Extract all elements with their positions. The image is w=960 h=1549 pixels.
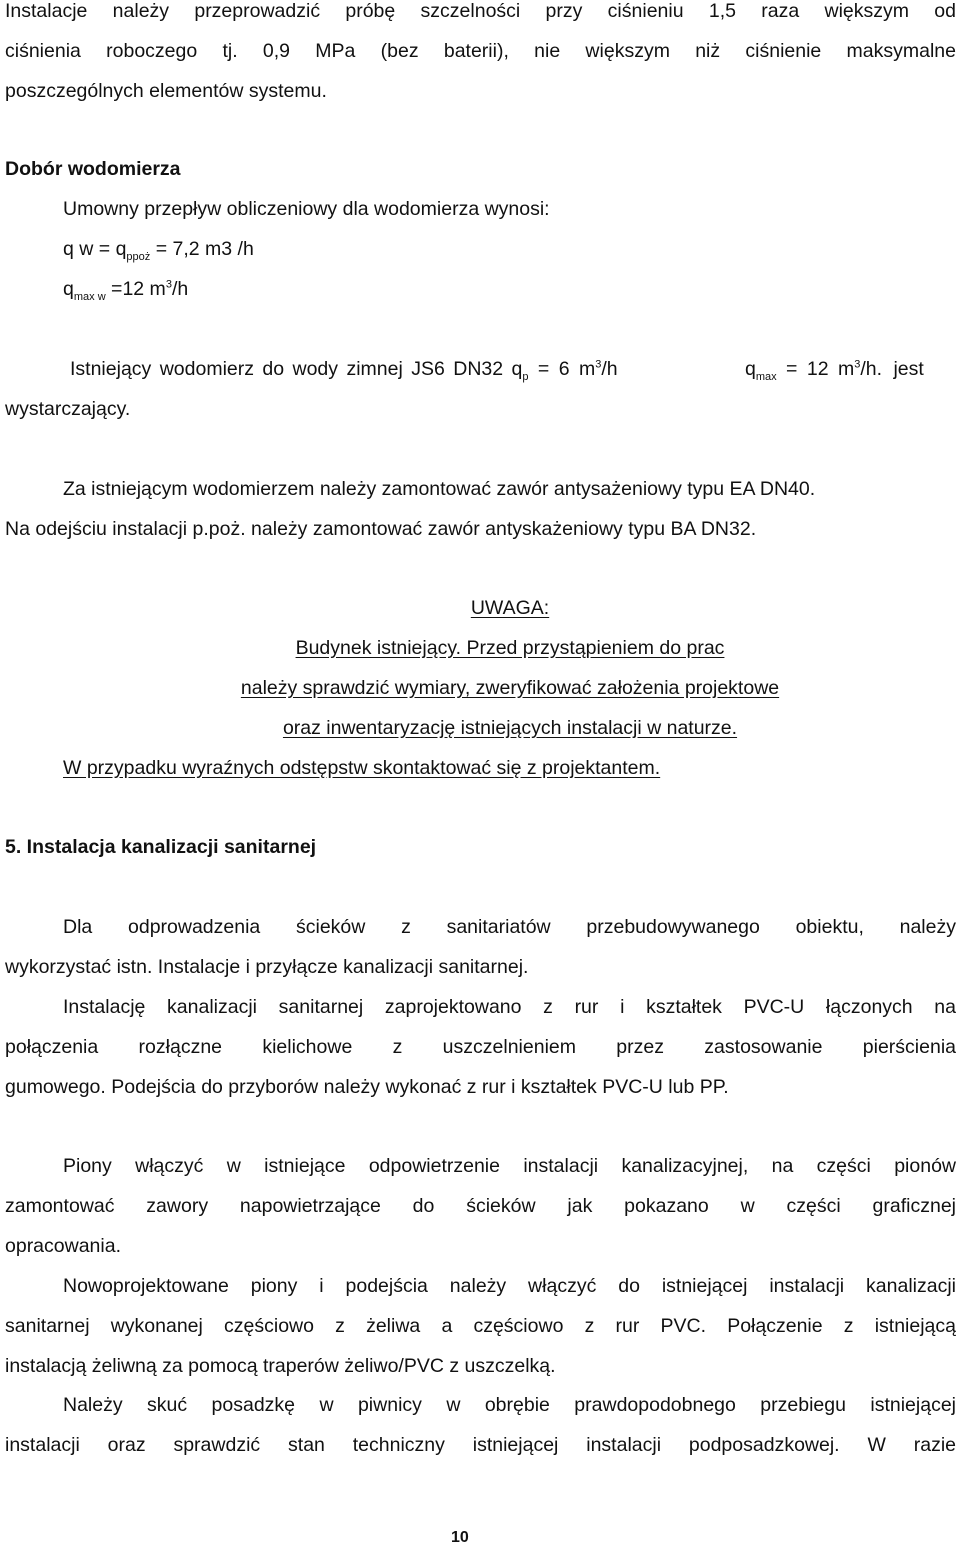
s5-p3-line-3: opracowania. [5, 1235, 121, 1257]
notice-line-1: Budynek istniejący. Przed przystąpieniem do prac [295, 637, 725, 659]
s5-p4-line-1: Nowoprojektowane piony i podejścia należy włączyć do istniejącej instalacji kanalizacji [63, 1275, 956, 1297]
existing-meter-sup-1: 3 [595, 358, 602, 371]
s5-p5-line-2: instalacji oraz sprawdzić stan techniczny istniejącej instalacji podposadzkowej. W razie [5, 1434, 956, 1456]
s5-p4-line-2: sanitarnej wykonanej częściowo z żeliwa a częściowo z rur PVC. Połączenie z istniejącą [5, 1315, 956, 1337]
intro-line-1: Instalacje należy przeprowadzić próbę szczelności przy ciśnieniu 1,5 raza większym od [5, 0, 956, 22]
s5-p2-line-3: gumowego. Podejścia do przyborów należy wykonać z rur i kształtek PVC-U lub PP. [5, 1076, 729, 1098]
existing-meter-a: Istniejący wodomierz do wody zimnej JS6 DN32 q [70, 358, 523, 380]
s5-p2-line-2: połączenia rozłączne kielichowe z uszczelnieniem przez zastosowanie pierścienia [5, 1036, 956, 1058]
existing-meter-f: /h. jest [860, 358, 924, 380]
formula-flow [63, 238, 254, 263]
s5-p3-line-1: Piony włączyć w istniejące odpowietrzenie instalacji kanalizacyjnej, na części pionów [63, 1155, 956, 1177]
section-5-heading: 5. Instalacja kanalizacji sanitarnej [5, 836, 317, 858]
existing-meter-qmax [745, 358, 924, 383]
existing-meter-line [70, 358, 956, 383]
existing-meter-c: /h [601, 358, 618, 380]
s5-p1-line-2: wykorzystać istn. Instalacje i przyłącze kanalizacji sanitarnej. [5, 956, 529, 978]
s5-p5-line-1: Należy skuć posadzkę w piwnicy w obrębie prawdopodobnego przebiegu istniejącej [63, 1394, 956, 1416]
existing-meter-sub-max: max [755, 370, 777, 383]
formula-flow-sub: ppoż [126, 250, 151, 263]
s5-p4-line-3: instalacją żeliwną za pomocą traperów żeliwo/PVC z uszczelką. [5, 1355, 556, 1377]
existing-meter-line-2: wystarczający. [5, 398, 131, 420]
intro-line-2: ciśnienia roboczego tj. 0,9 MPa (bez baterii), nie większym niż ciśnienie maksymalne [5, 40, 956, 62]
existing-meter-sub-p: p [522, 370, 529, 383]
valve-line-1: Za istniejącym wodomierzem należy zamontować zawór antysażeniowy typu EA DN40. [63, 478, 816, 500]
meter-intro: Umowny przepływ obliczeniowy dla wodomierza wynosi: [63, 198, 550, 220]
formula-max-a: q [63, 278, 74, 300]
existing-meter-b: = 6 m [528, 358, 596, 380]
notice-title: UWAGA: [470, 597, 550, 619]
notice-line-2: należy sprawdzić wymiary, zweryfikować założenia projektowe [240, 677, 780, 699]
formula-max-c: /h [171, 278, 189, 300]
s5-p1-line-1: Dla odprowadzenia ścieków z sanitariatów przebudowywanego obiektu, należy [63, 916, 956, 938]
formula-max-sub: max w [73, 290, 106, 303]
existing-meter-sup-2: 3 [854, 358, 861, 371]
formula-max-b: =12 m [105, 278, 166, 300]
valve-line-2: Na odejściu instalacji p.poż. należy zamontować zawór antyskażeniowy typu BA DN32. [5, 518, 757, 540]
formula-flow-b: = 7,2 m3 /h [150, 238, 254, 260]
intro-line-3: poszczególnych elementów systemu. [5, 80, 327, 102]
page-number: 10 [451, 1529, 469, 1546]
existing-meter-e: = 12 m [776, 358, 855, 380]
formula-max [63, 278, 189, 303]
notice-line-3: oraz inwentaryzację istniejących instalacji w naturze. [282, 717, 738, 739]
notice-line-4: W przypadku wyraźnych odstępstw skontaktować się z projektantem. [63, 757, 661, 779]
existing-meter-d: q [745, 358, 756, 380]
meter-heading: Dobór wodomierza [5, 158, 181, 180]
formula-max-sup: 3 [165, 278, 172, 291]
s5-p2-line-1: Instalację kanalizacji sanitarnej zaprojektowano z rur i kształtek PVC-U łączonych na [63, 996, 956, 1018]
formula-flow-a: q w = q [63, 238, 127, 260]
s5-p3-line-2: zamontować zawory napowietrzające do ścieków jak pokazano w części graficznej [5, 1195, 956, 1217]
